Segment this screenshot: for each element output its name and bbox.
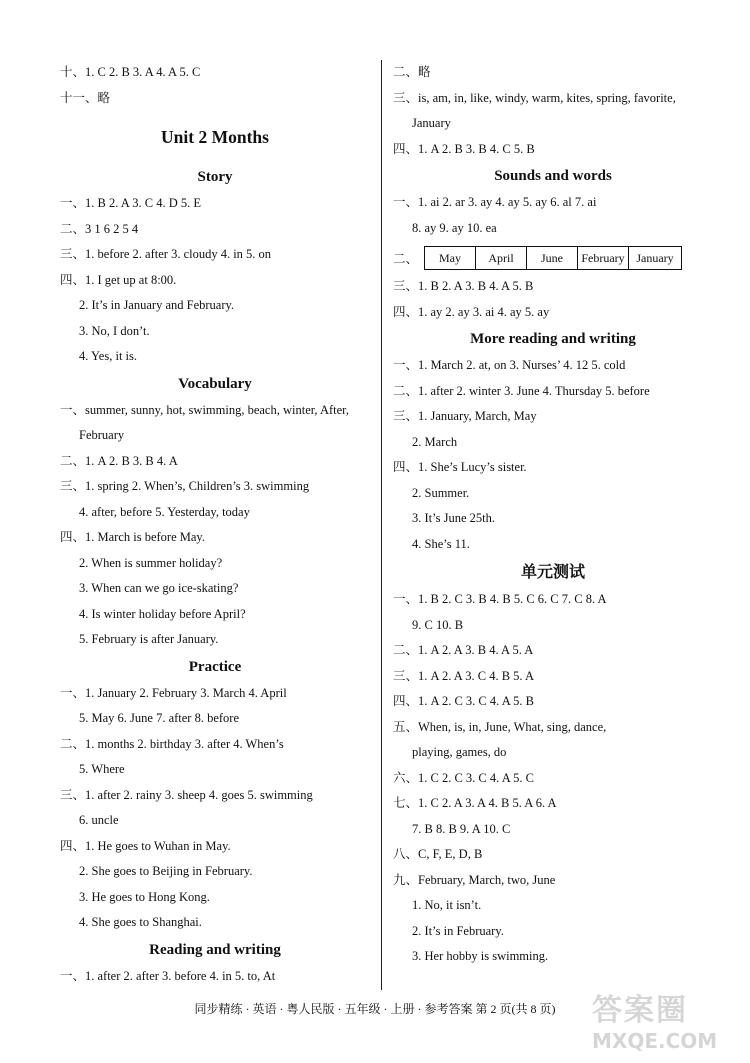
answer-line: 3. It’s June 25th. [412, 511, 495, 525]
answer-line: January [412, 116, 451, 130]
section-title-story: Story [197, 169, 233, 185]
section-title-vocabulary: Vocabulary [178, 375, 252, 392]
month-cell: June [527, 247, 578, 269]
watermark-en: MXQE.COM [592, 1029, 718, 1053]
answer-line: 四、1. She’s Lucy’s sister. [393, 460, 527, 474]
answer-line: 4. after, before 5. Yesterday, today [79, 504, 250, 519]
answer-line: 2. Summer. [412, 485, 470, 500]
month-cell: February [578, 247, 629, 269]
answer-line: 一、1. after 2. after 3. before 4. in 5. to, At [60, 968, 276, 983]
answer-line: 一、1. January 2. February 3. March 4. April [60, 685, 287, 700]
answer-line: 九、February, March, two, June [393, 872, 556, 887]
answer-line: 一、1. ai 2. ar 3. ay 4. ay 5. ay 6. al 7. ai [393, 195, 597, 209]
section-title-practice: Practice [188, 658, 242, 675]
answer-line: 三、1. after 2. rainy 3. sheep 4. goes 5. swimming [60, 787, 313, 802]
answer-line: 3. Her hobby is swimming. [412, 949, 549, 963]
month-cell: May [425, 247, 476, 269]
left-column [60, 60, 370, 989]
answer-line: 四、1. I get up at 8:00. [60, 272, 177, 287]
section-title-sounds-words: Sounds and words [494, 168, 612, 184]
answer-line: 五、When, is, in, June, What, sing, dance, [393, 719, 607, 734]
answer-line: 十、1. C 2. B 3. A 4. A 5. C [60, 65, 201, 79]
answer-line: 4. Is winter holiday before April? [79, 606, 246, 621]
answer-line: 三、1. January, March, May [393, 409, 537, 423]
answer-line: 4. Yes, it is. [79, 349, 138, 363]
answer-line: 一、1. B 2. A 3. C 4. D 5. E [60, 196, 201, 210]
answer-line: 2. When is summer holiday? [79, 555, 223, 570]
answer-line: 4. She goes to Shanghai. [79, 915, 202, 929]
watermark-cn: 答案圈 [592, 993, 688, 1028]
unit-title: Unit 2 Months [161, 127, 269, 147]
section-title-reading-writing: Reading and writing [149, 941, 281, 958]
months-answer-row [393, 241, 713, 274]
answer-line: 1. No, it isn’t. [412, 898, 482, 912]
answer-line: 3. He goes to Hong Kong. [79, 889, 210, 904]
answer-line: 3. No, I don’t. [79, 323, 150, 338]
page-footer: 同步精练 · 英语 · 粤人民版 · 五年级 · 上册 · 参考答案 第 2 页(共 8 页) [194, 1002, 556, 1016]
answer-line: 十一、略 [60, 90, 111, 105]
answer-line: 三、1. spring 2. When’s, Children’s 3. swimming [60, 479, 310, 493]
answer-line: 3. When can we go ice-skating? [79, 581, 239, 595]
answer-line: 5. May 6. June 7. after 8. before [79, 711, 240, 725]
answer-line: 2. It’s in February. [412, 923, 504, 938]
answer-line: 四、1. A 2. C 3. C 4. A 5. B [393, 694, 534, 708]
answer-line: 二、3 1 6 2 5 4 [60, 221, 139, 236]
answer-line: 5. Where [79, 762, 125, 776]
month-cell: January [636, 250, 674, 265]
right-column [393, 60, 713, 970]
answer-line: 八、C, F, E, D, B [393, 847, 483, 861]
answer-line: 四、1. March is before May. [60, 530, 205, 544]
answer-line: 2. It’s in January and February. [79, 298, 235, 312]
answer-line: 一、summer, sunny, hot, swimming, beach, winter, After, [60, 402, 349, 417]
answer-line: 四、1. A 2. B 3. B 4. C 5. B [393, 141, 535, 156]
answer-line: 三、is, am, in, like, windy, warm, kites, spring, favorite, [393, 90, 676, 105]
answer-line: 2. March [412, 434, 458, 449]
answer-line: 6. uncle [79, 813, 119, 827]
answer-line: 二、1. A 2. A 3. B 4. A 5. A [393, 643, 534, 657]
answer-line: 一、1. March 2. at, on 3. Nurses’ 4. 12 5. cold [393, 358, 626, 372]
answer-line: 9. C 10. B [412, 617, 464, 632]
answer-line: 四、1. ay 2. ay 3. ai 4. ay 5. ay [393, 304, 550, 319]
answer-line: 三、1. B 2. A 3. B 4. A 5. B [393, 279, 534, 293]
answer-line: 四、1. He goes to Wuhan in May. [60, 838, 231, 853]
answer-line: 六、1. C 2. C 3. C 4. A 5. C [393, 770, 534, 785]
answer-line: 5. February is after January. [79, 632, 219, 646]
watermark-logo [592, 985, 732, 1053]
answer-line: playing, games, do [412, 745, 507, 759]
answer-line: 三、1. before 2. after 3. cloudy 4. in 5. on [60, 247, 272, 261]
section-title-unit-test: 单元测试 [520, 562, 585, 581]
answer-line: 三、1. A 2. A 3. C 4. B 5. A [393, 668, 534, 683]
answer-line: 2. She goes to Beijing in February. [79, 864, 253, 878]
answer-line: 二、1. A 2. B 3. B 4. A [60, 453, 178, 468]
answer-line: 二、1. months 2. birthday 3. after 4. When’s [60, 736, 284, 751]
answer-line: 4. She’s 11. [412, 536, 470, 551]
answer-line: 8. ay 9. ay 10. ea [412, 220, 497, 235]
answer-line: 二、1. after 2. winter 3. June 4. Thursday 5. before [393, 383, 650, 398]
month-cell: April [476, 247, 527, 269]
answer-line: 一、1. B 2. C 3. B 4. B 5. C 6. C 7. C 8. A [393, 592, 607, 606]
answer-line: February [79, 428, 125, 442]
answer-label: 二、 [393, 251, 419, 266]
answer-line: 7. B 8. B 9. A 10. C [412, 821, 511, 836]
months-table [424, 246, 682, 270]
answer-line: 七、1. C 2. A 3. A 4. B 5. A 6. A [393, 796, 557, 810]
answer-line: 二、略 [393, 65, 431, 79]
column-divider [381, 60, 382, 990]
section-title-more-reading: More reading and writing [470, 331, 636, 347]
